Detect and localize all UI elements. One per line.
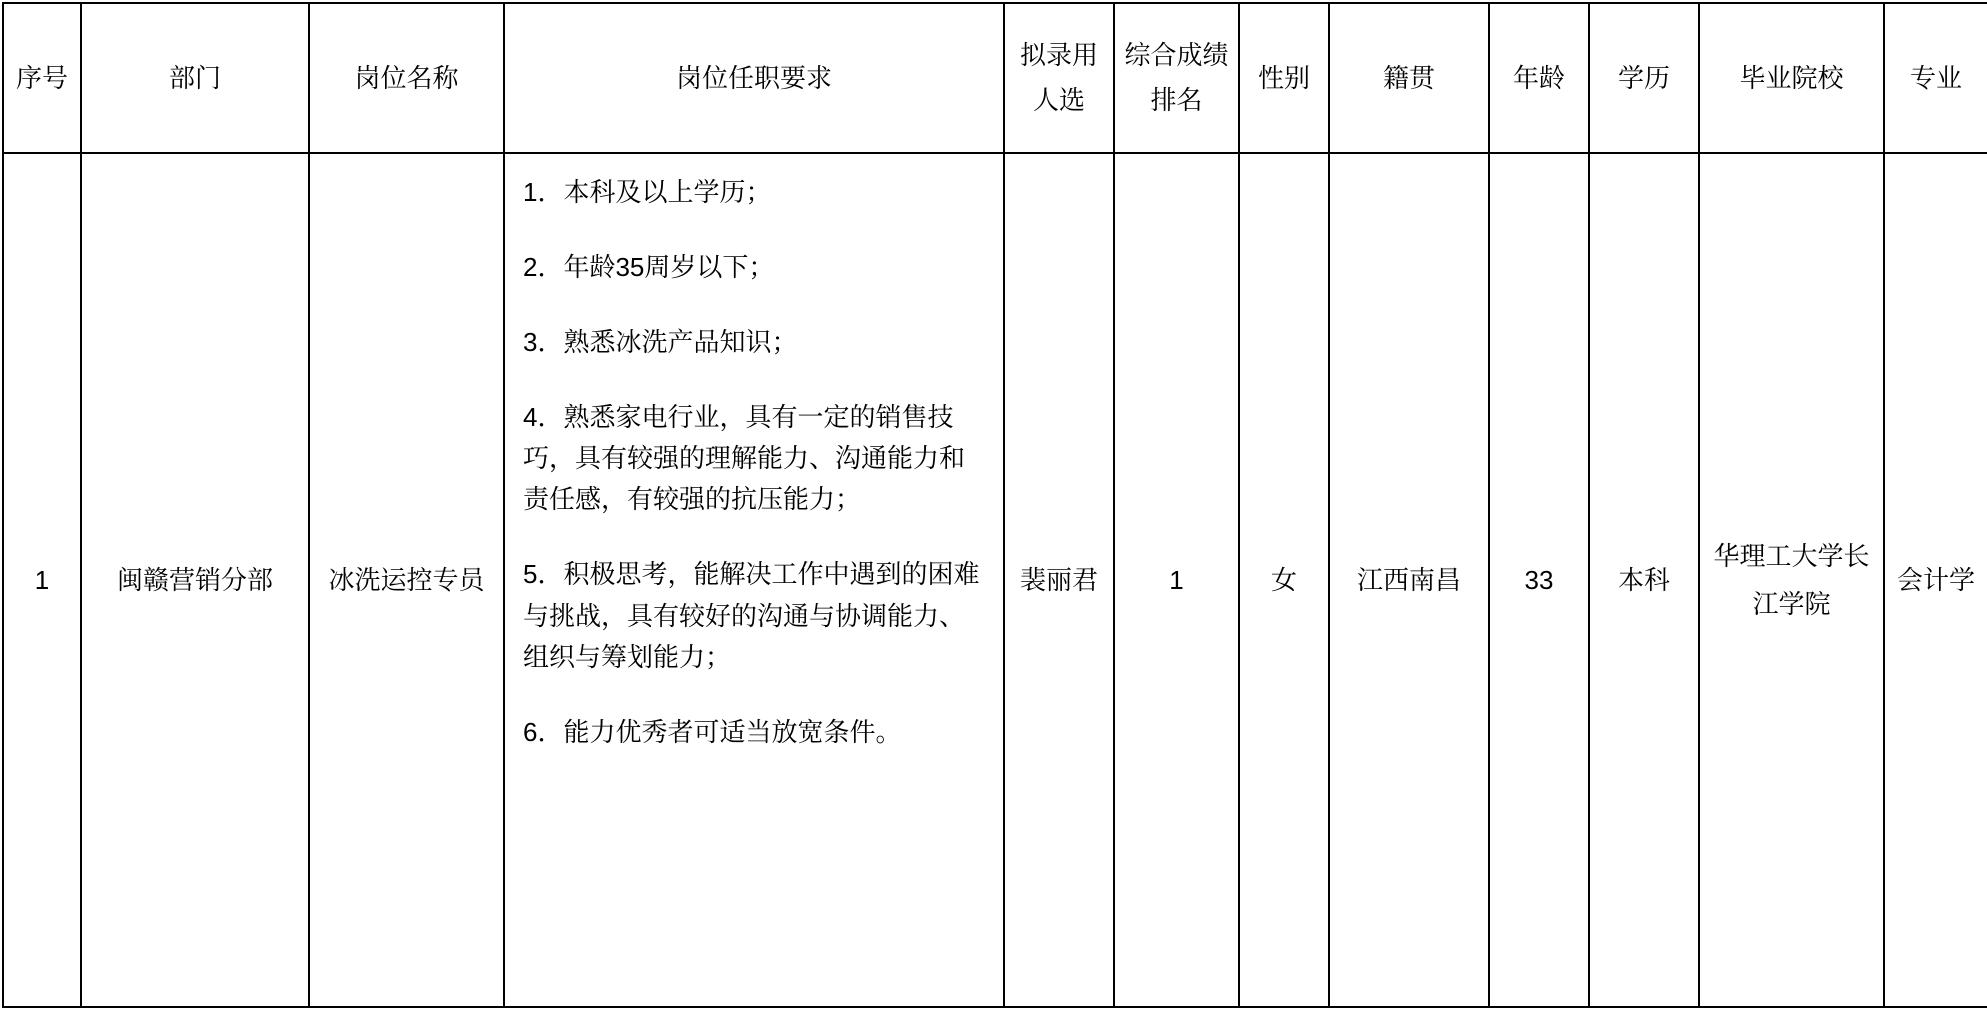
cell-seq [3, 153, 81, 1007]
column-header-candidate-line1: 拟录用 [1019, 39, 1098, 70]
cell-age [1489, 153, 1589, 1007]
requirement-item-3: 3．熟悉冰洗产品知识； [523, 327, 798, 358]
column-header-dept [81, 3, 309, 153]
column-header-education [1589, 3, 1699, 153]
column-header-education-label: 学历 [1617, 62, 1670, 93]
cell-rank-value: 1 [1169, 564, 1184, 595]
table-row [3, 153, 1987, 1007]
document-page [0, 2, 1987, 1032]
cell-native-place [1329, 153, 1489, 1007]
cell-dept-value: 闽赣营销分部 [116, 564, 273, 595]
cell-education [1589, 153, 1699, 1007]
column-header-requirements [504, 3, 1004, 153]
column-header-rank-line1: 综合成绩 [1124, 39, 1229, 70]
cell-school [1699, 153, 1884, 1007]
cell-candidate [1004, 153, 1114, 1007]
cell-seq-value: 1 [34, 564, 50, 595]
column-header-native-place-label: 籍贯 [1382, 62, 1435, 93]
column-header-age [1489, 3, 1589, 153]
column-header-seq-label: 序号 [15, 62, 68, 93]
requirement-item-1: 1．本科及以上学历； [523, 177, 772, 207]
cell-school-line1: 华理工大学长 [1713, 540, 1870, 571]
requirement-item-2: 2．年龄35周岁以下； [523, 252, 775, 283]
cell-post-value: 冰洗运控专员 [328, 564, 485, 595]
cell-major [1884, 153, 1987, 1007]
column-header-seq [3, 3, 81, 153]
column-header-age-label: 年龄 [1512, 62, 1565, 93]
column-header-gender [1239, 3, 1329, 153]
requirement-item-6: 6．能力优秀者可适当放宽条件。 [523, 716, 902, 747]
column-header-school [1699, 3, 1884, 153]
cell-education-value: 本科 [1617, 564, 1670, 595]
cell-candidate-value: 裴丽君 [1019, 564, 1098, 595]
cell-gender [1239, 153, 1329, 1007]
column-header-rank [1114, 3, 1239, 153]
column-header-dept-label: 部门 [168, 62, 221, 93]
column-header-school-label: 毕业院校 [1739, 62, 1844, 93]
column-header-candidate [1004, 3, 1114, 153]
cell-age-value: 33 [1524, 564, 1554, 595]
cell-dept [81, 153, 309, 1007]
column-header-native-place [1329, 3, 1489, 153]
column-header-major-label: 专业 [1909, 62, 1962, 93]
column-header-requirements-label: 岗位任职要求 [675, 62, 832, 93]
requirement-item-5: 5．积极思考，能解决工作中遇到的困难与挑战，具有较好的沟通与协调能力、组织与筹划能力； [523, 559, 980, 672]
cell-post [309, 153, 504, 1007]
cell-major-value: 会计学 [1896, 564, 1975, 595]
cell-gender-value: 女 [1270, 564, 1297, 595]
cell-rank [1114, 153, 1239, 1007]
requirement-item-4: 4．熟悉家电行业，具有一定的销售技巧，具有较强的理解能力、沟通能力和责任感，有较强的抗压能力； [523, 402, 966, 515]
recruitment-table [2, 2, 1987, 1008]
cell-school-line2: 江学院 [1752, 589, 1831, 619]
cell-native-place-value: 江西南昌 [1356, 564, 1461, 595]
column-header-rank-line2: 排名 [1150, 85, 1203, 115]
column-header-post [309, 3, 504, 153]
column-header-post-label: 岗位名称 [354, 62, 459, 93]
column-header-gender-label: 性别 [1257, 62, 1310, 93]
table-header-row [3, 3, 1987, 153]
cell-requirements [504, 153, 1004, 1007]
column-header-major [1884, 3, 1987, 153]
column-header-candidate-line2: 人选 [1032, 85, 1085, 115]
